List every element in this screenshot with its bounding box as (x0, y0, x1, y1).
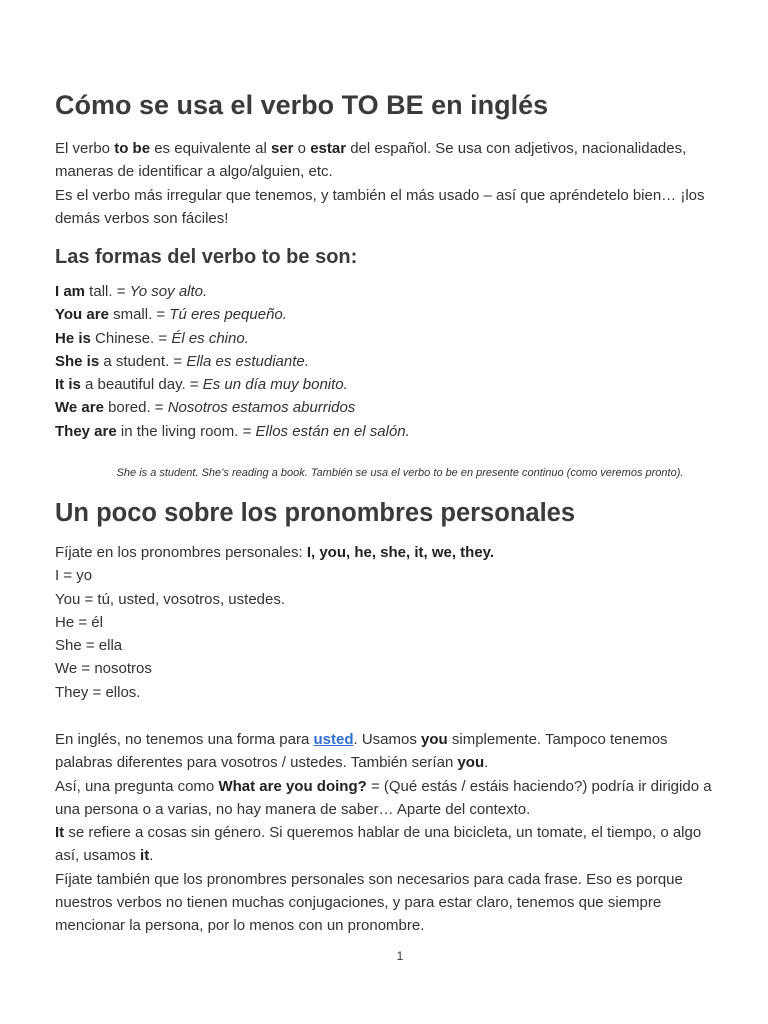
form-subject: It is (55, 376, 81, 394)
form-subject: We are (55, 399, 104, 417)
form-translation: Ellos están en el salón. (255, 422, 410, 440)
text: Así, una pregunta como (55, 777, 219, 795)
text: . Usamos (353, 731, 422, 748)
form-subject: They are (55, 422, 117, 440)
form-example: small. = (108, 306, 170, 324)
text: del español. Se usa con adjetivos, nacionalidades, (346, 140, 687, 157)
form-example: tall. = (85, 283, 130, 300)
pronoun-line: I = yo (55, 567, 93, 585)
pronoun-line: She = ella (55, 637, 123, 655)
intro-line-1 (55, 137, 745, 160)
pronoun-line: We = nosotros (55, 660, 152, 678)
body-paragraph (55, 728, 745, 938)
form-subject: He is (55, 329, 91, 347)
bold-term-ser: ser (270, 140, 294, 157)
form-example: in the living room. = (116, 422, 256, 440)
bold-term-to-be: to be (114, 140, 151, 157)
text: simplemente. Tampoco tenemos (447, 731, 668, 748)
form-translation: Nosotros estamos aburridos (167, 399, 356, 417)
pronoun-line: They = ellos. (55, 683, 141, 701)
form-example: a student. = (99, 352, 187, 370)
bold-question: What are you doing? (218, 777, 367, 795)
pronouns-intro (55, 541, 745, 564)
text: En inglés, no tenemos una forma para (55, 731, 314, 748)
form-line (55, 303, 745, 326)
body-line-5 (55, 821, 745, 844)
bold-term-you: you (457, 754, 485, 772)
form-subject: I am (55, 283, 86, 300)
bold-term-you: you (421, 731, 448, 748)
form-example: Chinese. = (90, 329, 172, 347)
body-line-6 (55, 844, 745, 867)
form-line (55, 280, 745, 303)
body-line-1 (55, 728, 745, 751)
form-example: bored. = (103, 399, 168, 417)
form-translation: Ella es estudiante. (186, 352, 309, 370)
text: . (484, 754, 489, 772)
intro-paragraph (55, 137, 745, 230)
form-line (55, 350, 745, 373)
text: Fíjate en los pronombres personales: (55, 544, 307, 561)
form-line (55, 373, 745, 396)
intro-line-4: demás verbos son fáciles! (55, 209, 229, 227)
form-example: a beautiful day. = (80, 376, 203, 394)
bold-term-it: it (140, 847, 150, 865)
text: = (Qué estás / estáis haciendo?) podría ir dirigido a (366, 777, 712, 795)
bold-term-estar: estar (310, 140, 347, 157)
text: así, usamos (55, 847, 141, 865)
forms-list (55, 280, 745, 443)
pronouns-list (55, 541, 745, 704)
text: El verbo (55, 140, 115, 157)
text: palabras diferentes para vosotros / ustedes. También serían (55, 754, 458, 772)
body-line-9: mencionar la persona, por lo menos con un pronombre. (55, 917, 425, 935)
intro-line-2: maneras de identificar a algo/alguien, etc. (55, 163, 333, 181)
text: o (293, 140, 311, 157)
pronoun-line: You = tú, usted, vosotros, ustedes. (55, 590, 286, 608)
pronouns-bold-list: I, you, he, she, it, we, they. (306, 544, 495, 561)
body-line-2 (55, 751, 745, 774)
form-translation: Es un día muy bonito. (202, 376, 348, 394)
body-line-8: nuestros verbos no tienen muchas conjugaciones, y para estar claro, tenemos que siempre (55, 894, 662, 912)
form-line (55, 396, 745, 419)
image-caption: She is a student. She’s reading a book. También se usa el verbo to be en presente continuo (como veremos pronto). (116, 467, 684, 479)
form-translation: Yo soy alto. (129, 283, 208, 300)
page-title: Cómo se usa el verbo TO BE en inglés (55, 90, 549, 120)
form-line (55, 327, 745, 350)
bold-term-it: It (55, 824, 65, 842)
body-line-7: Fíjate también que los pronombres personales son necesarios para cada frase. Eso es porque (55, 870, 683, 888)
body-line-3 (55, 775, 745, 798)
pronouns-heading: Un poco sobre los pronombres personales (55, 499, 576, 527)
text: es equivalente al (150, 140, 271, 157)
form-translation: Él es chino. (171, 329, 249, 347)
intro-line-3: Es el verbo más irregular que tenemos, y también el más usado – así que apréndetelo bien… ¡los (55, 186, 705, 204)
forms-heading: Las formas del verbo to be son: (55, 246, 358, 268)
form-translation: Tú eres pequeño. (169, 306, 287, 324)
text: se refiere a cosas sin género. Si queremos hablar de una bicicleta, un tomate, el tiempo, o algo (64, 824, 702, 842)
form-line (55, 420, 745, 443)
form-subject: You are (55, 306, 109, 324)
text: . (149, 847, 154, 865)
pronoun-line: He = él (55, 613, 103, 631)
form-subject: She is (55, 352, 100, 370)
body-line-4: una persona o a varias, no hay manera de saber… Aparte del contexto. (55, 800, 531, 818)
page-number: 1 (396, 949, 404, 963)
usted-link[interactable]: usted (313, 731, 354, 748)
